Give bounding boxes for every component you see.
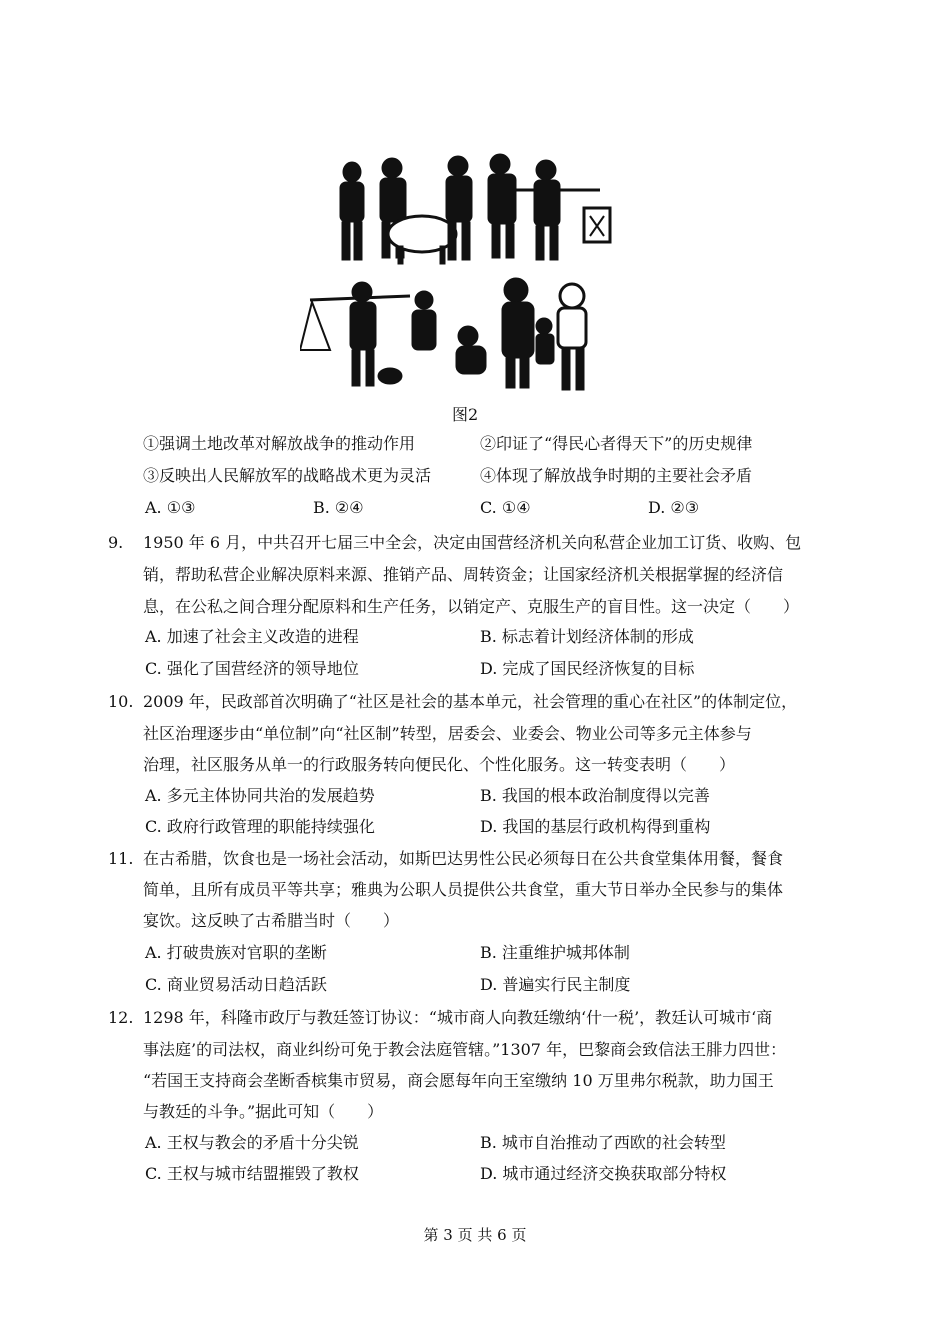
q9-stem-line-2: 销，帮助私营企业解决原料来源、推销产品、周转资金；让国家经济机关根据掌握的经济信: [143, 565, 784, 584]
woodcut-figures-procession-icon: [340, 154, 610, 264]
q11-stem-line-1: 在古希腊，饮食也是一场社会活动，如斯巴达男性公民必须每日在公共食堂集体用餐，餐食: [143, 849, 784, 868]
q9-number: 9.: [108, 533, 124, 552]
q11-option-a[interactable]: A. 打破贵族对官职的垄断: [145, 943, 327, 962]
q9-option-d[interactable]: D. 完成了国民经济恢复的目标: [480, 659, 695, 678]
q9-option-a[interactable]: A. 加速了社会主义改造的进程: [145, 627, 359, 646]
q8-statement-2: ②印证了“得民心者得天下”的历史规律: [480, 434, 753, 453]
woodcut-figures-support-icon: [300, 278, 586, 390]
q11-stem-line-3: 宴饮。这反映了古希腊当时（ ）: [143, 911, 400, 930]
q12-option-b[interactable]: B. 城市自治推动了西欧的社会转型: [480, 1133, 726, 1152]
q10-option-b[interactable]: B. 我国的根本政治制度得以完善: [480, 786, 710, 805]
q11-number: 11.: [108, 849, 134, 868]
q10-stem-line-1: 2009 年，民政部首次明确了“社区是社会的基本单元，社会管理的重心在社区”的体制定位，: [143, 692, 798, 711]
q12-stem-line-2: 事法庭’的司法权，商业纠纷可免于教会法庭管辖。”1307 年，巴黎商会致信法王腓力四世：: [143, 1040, 787, 1059]
q10-option-a[interactable]: A. 多元主体协同共治的发展趋势: [145, 786, 375, 805]
page-number: 第 3 页 共 6 页: [423, 1226, 527, 1244]
q12-stem-line-1: 1298 年，科隆市政厅与教廷签订协议：“城市商人向教廷缴纳‘什一税’，教廷认可城市‘商: [143, 1008, 773, 1027]
q8-statement-3: ③反映出人民解放军的战略战术更为灵活: [143, 466, 432, 485]
q9-stem-line-1: 1950 年 6 月，中共召开七届三中全会，决定由国营经济机关向私营企业加工订货、收购、包: [143, 533, 802, 552]
q10-number: 10.: [108, 692, 134, 711]
q11-stem-line-2: 简单，且所有成员平等共享；雅典为公职人员提供公共食堂，重大节日举办全民参与的集体: [143, 880, 784, 899]
q10-option-d[interactable]: D. 我国的基层行政机构得到重构: [480, 817, 711, 836]
q12-number: 12.: [108, 1008, 134, 1027]
q8-option-d[interactable]: D. ②③: [648, 498, 700, 517]
q10-stem-line-3: 治理，社区服务从单一的行政服务转向便民化、个性化服务。这一转变表明（ ）: [143, 755, 736, 774]
q11-option-c[interactable]: C. 商业贸易活动日趋活跃: [145, 975, 327, 994]
figure-caption: 图2: [452, 405, 479, 424]
q8-statement-4: ④体现了解放战争时期的主要社会矛盾: [480, 466, 753, 485]
q9-option-c[interactable]: C. 强化了国营经济的领导地位: [145, 659, 359, 678]
q11-option-b[interactable]: B. 注重维护城邦体制: [480, 943, 630, 962]
q8-option-c[interactable]: C. ①④: [480, 498, 531, 517]
q12-option-a[interactable]: A. 王权与教会的矛盾十分尖锐: [145, 1133, 359, 1152]
q11-option-d[interactable]: D. 普遍实行民主制度: [480, 975, 631, 994]
q12-option-c[interactable]: C. 王权与城市结盟摧毁了教权: [145, 1164, 359, 1183]
q12-stem-line-4: 与教廷的斗争。”据此可知（ ）: [143, 1102, 384, 1121]
q12-option-d[interactable]: D. 城市通过经济交换获取部分特权: [480, 1164, 727, 1183]
q10-option-c[interactable]: C. 政府行政管理的职能持续强化: [145, 817, 375, 836]
woodcut-illustration: [300, 150, 650, 400]
q8-option-b[interactable]: B. ②④: [313, 498, 364, 517]
q10-stem-line-2: 社区治理逐步由“单位制”向“社区制”转型，居委会、业委会、物业公司等多元主体参与: [143, 724, 752, 743]
q8-statement-1: ①强调土地改革对解放战争的推动作用: [143, 434, 416, 453]
q9-option-b[interactable]: B. 标志着计划经济体制的形成: [480, 627, 694, 646]
q9-stem-line-3: 息，在公私之间合理分配原料和生产任务，以销定产、克服生产的盲目性。这一决定（ ）: [143, 597, 800, 616]
q12-stem-line-3: “若国王支持商会垄断香槟集市贸易，商会愿每年向王室缴纳 10 万里弗尔税款，助力国王: [143, 1071, 774, 1090]
q8-option-a[interactable]: A. ①③: [145, 498, 196, 517]
